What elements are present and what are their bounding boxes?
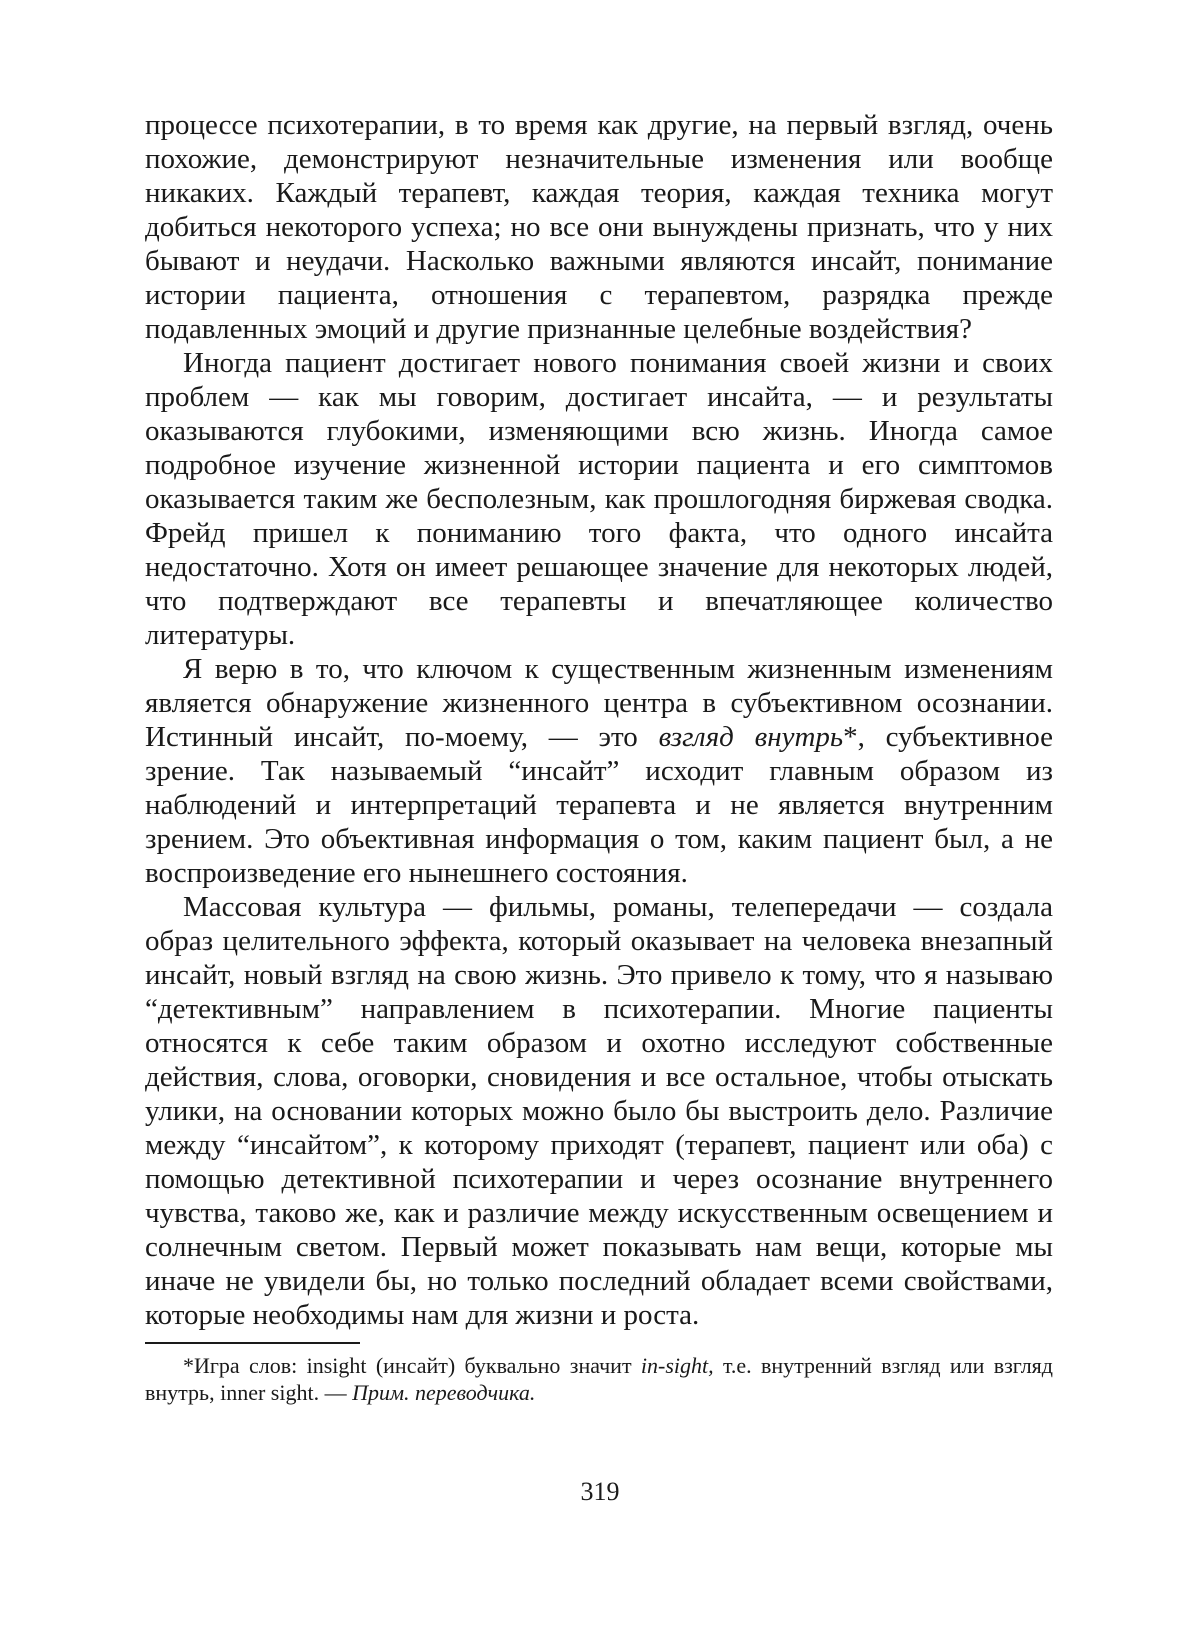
- paragraph-1-text: процессе психотерапии, в то время как другие, на первый взгляд, очень похожие, демонстрируют незначительные изменения или вообще никаких. Каждый терапевт, каждая теория, каждая техника могут добиться некоторого успеха; но все они вынуждены признать, что у них бывают и неудачи. Насколько важными являются инсайт, понимание истории пациента, отношения с терапевтом, разрядка прежде подавленных эмоций и другие признанные целебные воздействия?: [145, 109, 1053, 345]
- paragraph-3-text-start: Я верю в то, что ключом к существенным жизненным изменениям является обнаружение жизненного центра в субъективном осознании. Истинный инсайт, по-моему, — это: [145, 653, 1053, 753]
- footnote: [145, 1352, 1053, 1406]
- footnote-emphasis-term: in-sight,: [640, 1353, 714, 1378]
- page-number: 319: [580, 1477, 620, 1506]
- paragraph-2: [145, 346, 1053, 652]
- paragraph-4-text: Массовая культура — фильмы, романы, телепередачи — создала образ целительного эффекта, который оказывает на человека внезапный инсайт, новый взгляд на свою жизнь. Это привело к тому, что я называю “детективным” направлением в психотерапии. Многие пациенты относятся к себе таким образом и охотно исследуют собственные действия, слова, оговорки, сновидения и все остальное, чтобы отыскать улики, на основании которых можно было бы выстроить дело. Различие между “инсайтом”, к которому приходят (терапевт, пациент или оба) с помощью детективной психотерапии и через осознание внутреннего чувства, таково же, как и различие между искусственным освещением и солнечным светом. Первый может показывать нам вещи, которые мы иначе не увидели бы, но только последний обладает всеми свойствами, которые необходимы нам для жизни и роста.: [145, 891, 1053, 1331]
- paragraph-2-text: Иногда пациент достигает нового понимания своей жизни и своих проблем — как мы говорим, достигает инсайта, — и результаты оказываются глубокими, изменяющими всю жизнь. Иногда самое подробное изучение жизненной истории пациента и его симптомов оказывается таким же бесполезным, как прошлогодняя биржевая сводка. Фрейд пришел к пониманию того факта, что одного инсайта недостаточно. Хотя он имеет решающее значение для некоторых людей, что подтверждают все терапевты и впечатляющее количество литературы.: [145, 347, 1053, 651]
- footnote-divider: [145, 1342, 360, 1344]
- paragraph-3: [145, 652, 1053, 890]
- paragraph-1: [145, 108, 1053, 346]
- paragraph-3-emphasis: взгляд внутрь: [658, 721, 844, 753]
- paragraph-4: [145, 890, 1053, 1332]
- book-page: [145, 108, 1053, 1406]
- footnote-text-middle: т.е. внутренний взгляд или взгляд внутрь, inner sight. —: [145, 1353, 1053, 1405]
- main-text: [145, 108, 1053, 1332]
- paragraph-3-text-end: *, субъективное зрение. Так называемый “инсайт” исходит главным образом из наблюдений и интерпретаций терапевта и не является внутренним зрением. Это объективная информация о том, каким пациент был, а не воспроизведение его нынешнего состояния.: [145, 721, 1054, 889]
- footnote-text-start: *Игра слов: insight (инсайт) буквально значит: [183, 1353, 641, 1378]
- footnote-translator-note: Прим. переводчика.: [352, 1380, 536, 1405]
